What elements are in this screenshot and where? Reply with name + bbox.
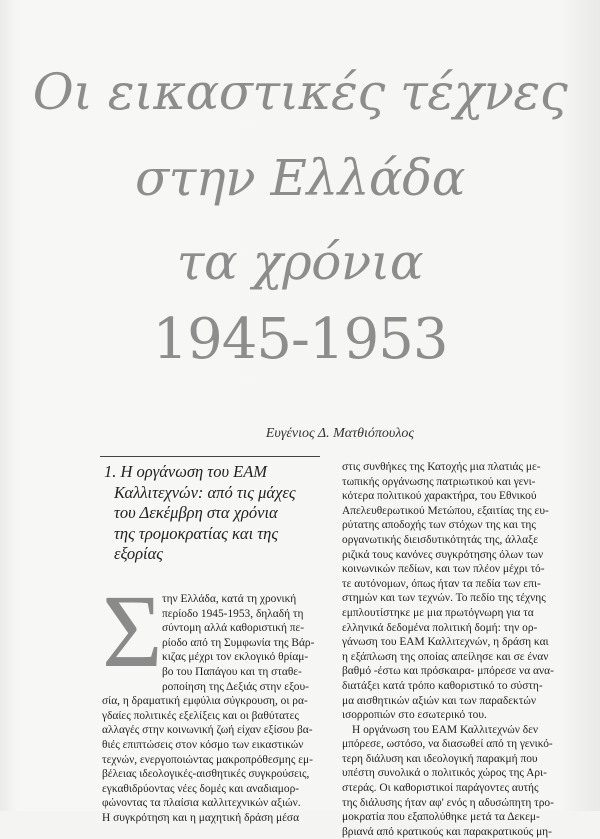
text-line: θιές επιπτώσεις στον κόσμο των εικαστικών xyxy=(102,738,304,751)
author-name: Ευγένιος Δ. Ματθιόπουλος xyxy=(265,426,415,441)
text-line: η εξάπλωση της οποίας απείλησε και σε έναν xyxy=(342,650,549,663)
text-line: διατάξει κατά τρόπο καθοριστικό το σύστη- xyxy=(342,679,543,692)
title-line-4: 1945-1953 xyxy=(152,307,448,372)
text-line: περίοδο 1945-1953, δηλαδή τη xyxy=(162,607,304,620)
text-line: ρίοδο από τη Συμφωνία της Βάρ- xyxy=(162,636,315,649)
text-line: βριανά από κρατικούς και παρακρατικούς μη- xyxy=(342,825,552,838)
text-line: αλλαγές στην κοινωνική ζωή είχαν εξίσου βα- xyxy=(102,724,313,737)
text-line: βο του Παπάγου και τη σταθε- xyxy=(162,665,302,678)
text-line: εγκαθιδρύοντας νέες δομές και αναδιαμορ- xyxy=(102,782,300,795)
section-heading-line: του Δεκέμβρη στα χρόνια xyxy=(114,503,278,522)
title-line-2: στην Ελλάδα xyxy=(134,149,466,207)
text-line: μοκρατία που εξαπολύθηκε μετά τα Δεκεμ- xyxy=(342,811,540,824)
title-line-1: Οι εικαστικές τέχνες xyxy=(32,63,568,121)
text-line: στις συνθήκες της Κατοχής μια πλατιάς με- xyxy=(342,461,541,473)
section-divider xyxy=(100,456,320,457)
text-line: μπόρεσε, ωστόσο, να διασωθεί από τη γενικό- xyxy=(342,738,553,751)
text-line: Απελευθερωτικού Μετώπου, εξαιτίας της ευ- xyxy=(342,504,549,517)
text-line: Η οργάνωση του ΕΑΜ Καλλιτεχνών δεν xyxy=(352,723,539,736)
text-line: βαθμό -έστω και πρόσκαιρα- μπόρεσε να ανα- xyxy=(342,665,554,678)
text-line: ριζικά τους κανόνες συγκρότησης όλων των xyxy=(342,548,544,561)
section-heading-line: Καλλιτεχνών: από τις μάχες xyxy=(114,482,296,502)
text-line: ελληνικά δεδομένα πολιτική δομή: την ορ- xyxy=(342,621,538,634)
section-heading-line: 1. Η οργάνωση του ΕΑΜ xyxy=(104,462,268,481)
title-line-3: τα χρόνια xyxy=(176,233,424,291)
text-line: γάνωση του ΕΑΜ Καλλιτεχνών, η δράση και xyxy=(342,636,549,649)
text-line: ροποίηση της Δεξιάς στην εξου- xyxy=(162,680,309,693)
text-line: τε αυτόνομων, όπως ήταν τα πεδία των επι- xyxy=(342,577,541,590)
left-text-column xyxy=(102,592,329,826)
text-line: ρύτατης αποδοχής των στόχων της και της xyxy=(342,519,536,532)
drop-cap: Σ xyxy=(102,574,163,689)
text-line: στεράς. Οι καθοριστικοί παράγοντες αυτής xyxy=(342,782,539,795)
text-line: σία, η δραματική εμφύλια σύγκρουση, οι ρα- xyxy=(102,695,308,708)
text-line: τωπικής οργάνωσης πατριωτικού και γενι- xyxy=(342,475,536,488)
text-line: της διάλυσης ήταν αφ' ενός η αδυσώπητη τρο- xyxy=(342,796,554,809)
text-line: σύντομη αλλά καθοριστική πε- xyxy=(162,622,305,635)
text-line: οργανωτικής διεισδυτικότητάς της, άλλαξε xyxy=(342,533,538,546)
section-heading-line: της τρομοκρατίας και της xyxy=(114,523,279,543)
right-text-column xyxy=(342,460,574,839)
text-line: υπέστη συνολικά ο πολιτικός χώρος της Αρι- xyxy=(342,767,547,780)
section-heading xyxy=(104,462,320,565)
text-line: την Ελλάδα, κατά τη χρονική xyxy=(162,593,297,605)
text-line: Η συγκρότηση και η μαχητική δράση μέσα xyxy=(102,811,300,824)
text-line: κιζας μέχρι τον εκλογικό θρίαμ- xyxy=(162,651,309,664)
text-line: τερη διάλυση και ιδεολογική παρακμή που xyxy=(342,752,538,765)
section-heading-line: εξορίας xyxy=(114,544,163,563)
text-line: κότερα πολιτικού χαρακτήρα, του Εθνικού xyxy=(342,490,537,503)
text-line: μα αισθητικών αξιών και των παραδεκτών xyxy=(342,694,536,707)
text-line: γδαίες πολιτικές εξελίξεις και οι βαθύτατες xyxy=(102,709,299,722)
text-line: βέλειας ιδεολογικές-αισθητικές συγκρούσεις, xyxy=(102,768,310,781)
text-line: τεχνών, ενεργοποιώντας μακροπρόθεσμης εμ- xyxy=(102,753,313,766)
text-line: φώνοντας τα πλαίσια καλλιτεχνικών αξιών. xyxy=(102,797,301,810)
text-line: ισορροπιών στο εσωτερικό του. xyxy=(342,709,487,722)
text-line: κοινωνικών πεδίων, και των πλέον μέχρι τό- xyxy=(342,563,545,576)
text-line: στημών και των τεχνών. Το πεδίο της τέχνης xyxy=(342,592,546,605)
text-line: εμπλουτίστηκε με μια πρωτόγνωρη για τα xyxy=(342,606,534,619)
